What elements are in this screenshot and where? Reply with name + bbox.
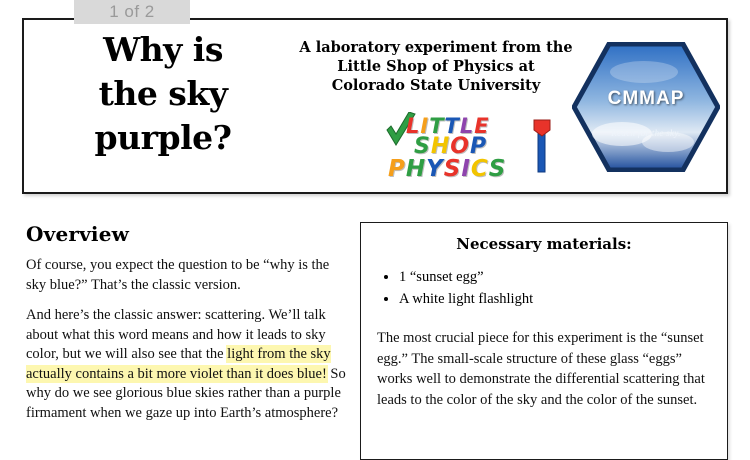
overview-text-2c: So why do we see glorious blue skies rather than a purple firmament when we gaze up into Earth’s atmosphere? xyxy=(26,365,346,421)
highlighted-text: light from the sky actually contains a bit more violet than it does blue! xyxy=(26,346,331,382)
header-banner xyxy=(22,18,728,194)
overview-text-1: Of course, you expect the question to be “why is the sky blue?” That’s the classic version. xyxy=(26,257,330,293)
document-subtitle xyxy=(296,38,576,95)
cmmap-tagline: Reach for the sky. xyxy=(611,128,681,138)
overview-column xyxy=(26,222,348,434)
logo-word-little: LITTLE xyxy=(406,114,490,138)
overview-paragraph-1 xyxy=(26,256,348,295)
logo-word-shop: SHOP xyxy=(414,134,488,159)
cmmap-name: CMMAP xyxy=(607,88,685,109)
overview-paragraph-2 xyxy=(26,306,348,423)
materials-box xyxy=(360,222,728,460)
document-title xyxy=(38,28,288,160)
subtitle-line-1: A laboratory experiment from the xyxy=(299,39,573,56)
title-line-2: the sky xyxy=(98,74,228,113)
materials-list xyxy=(377,267,711,310)
subtitle-line-2: Little Shop of Physics at xyxy=(337,58,535,75)
overview-heading: Overview xyxy=(26,222,130,246)
cmmap-logo xyxy=(572,42,720,172)
subtitle-line-3: Colorado State University xyxy=(331,77,541,94)
logo-word-physics: PHYSICS xyxy=(388,156,507,182)
list-item: • 1 “sunset egg” xyxy=(399,267,711,288)
materials-note: The most crucial piece for this experiment is the “sunset egg.” The small-scale structure of these glass “eggs” works well to demonstrate the differential scattering that leads to the color of the sky and the color of the sunset. xyxy=(377,330,705,408)
overview-text-2a: And here’s the classic answer: scattering. We’ll talk about what this word means and how it leads to sky color, but we will also see that the xyxy=(26,307,326,362)
little-shop-of-physics-logo xyxy=(382,112,562,190)
page-indicator: 1 of 2 xyxy=(74,0,190,24)
title-line-1: Why is xyxy=(103,30,223,69)
list-item: • A white light flashlight xyxy=(399,289,711,310)
materials-heading: Necessary materials: xyxy=(456,235,632,253)
tool-icon xyxy=(522,118,562,178)
title-line-3: purple? xyxy=(94,118,232,157)
